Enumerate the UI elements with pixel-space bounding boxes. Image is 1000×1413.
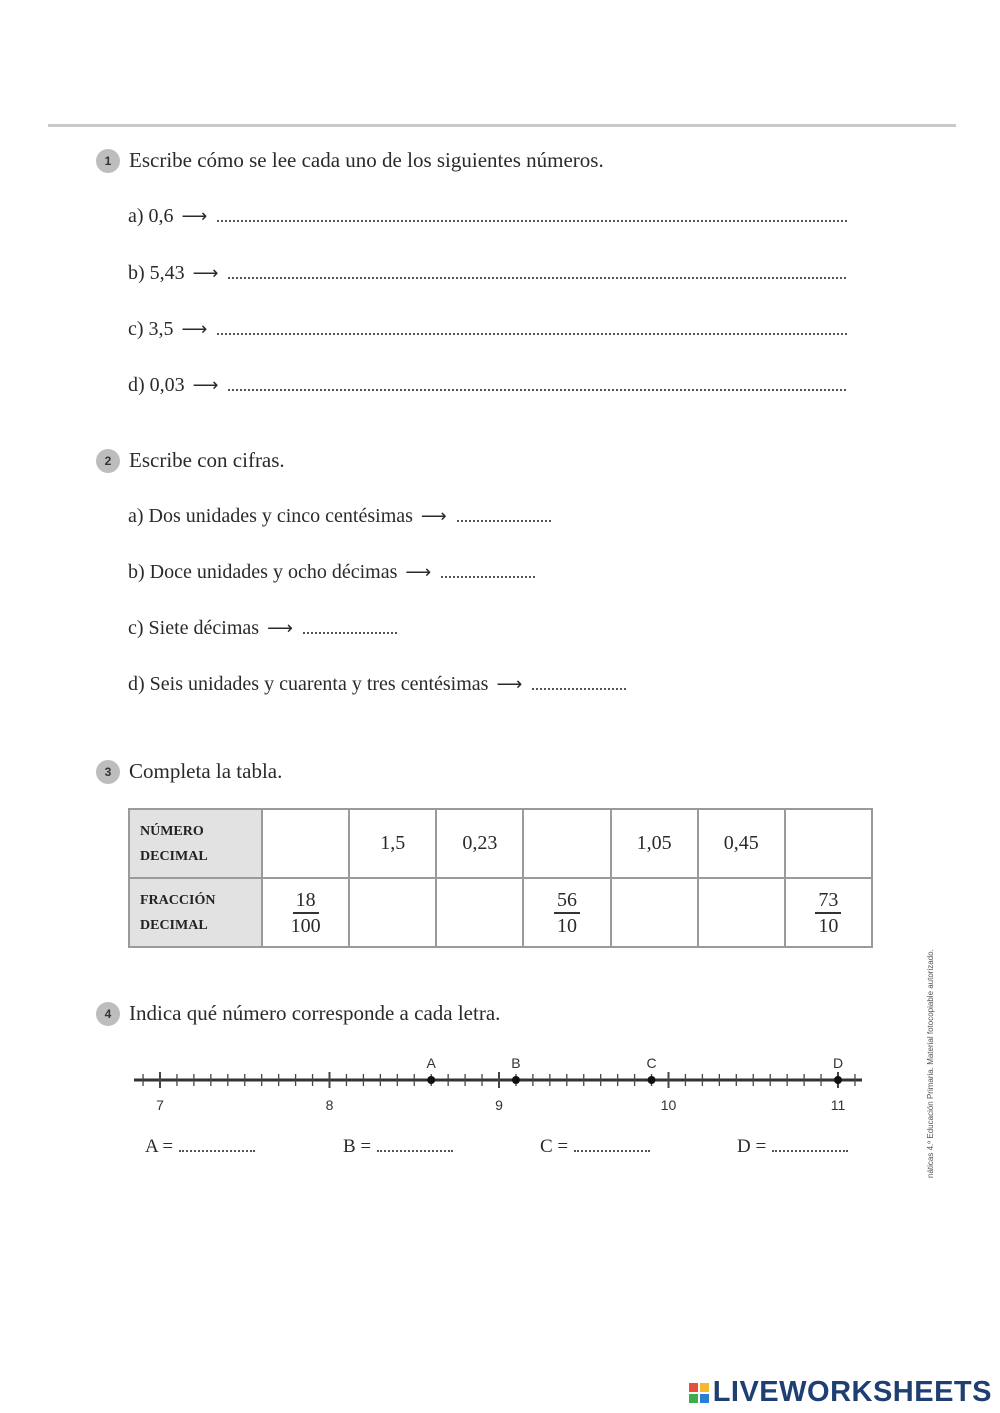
- ex1-item-b: [128, 262, 846, 285]
- exercise-2-title: [96, 448, 285, 473]
- answer-d-blank[interactable]: [772, 1136, 848, 1152]
- decimal-cell-6: 0,45: [698, 809, 785, 878]
- arrow-right-icon: ⟶: [420, 506, 447, 527]
- ex2-answer-d[interactable]: [532, 674, 626, 690]
- fraction-cell-5[interactable]: [611, 878, 698, 947]
- point-c-label: C: [646, 1055, 657, 1071]
- arrow-right-icon: ⟶: [192, 263, 219, 284]
- answer-a: [145, 1136, 255, 1158]
- arrow-right-icon: ⟶: [496, 674, 523, 695]
- arrow-right-icon: ⟶: [181, 206, 208, 227]
- exercise-1-text: Escribe cómo se lee cada uno de los siguientes números.: [129, 148, 604, 172]
- fraction-cell-1: [262, 878, 349, 947]
- exercise-4-title: [96, 1001, 500, 1026]
- fraction-cell-4: [523, 878, 610, 947]
- top-rule: [48, 124, 956, 127]
- fraction: [815, 888, 841, 938]
- ex2-answer-b[interactable]: [441, 562, 535, 578]
- answer-c-label: C =: [540, 1136, 569, 1157]
- arrow-right-icon: ⟶: [181, 319, 208, 340]
- tick-label: 10: [660, 1097, 677, 1113]
- ex2-item-b: [128, 561, 535, 584]
- tick-label: 9: [495, 1097, 503, 1113]
- ex1-item-d: [128, 374, 846, 397]
- logo-square: [700, 1394, 709, 1403]
- exercise-3-number: 3: [96, 760, 120, 784]
- ex1-item-d-label: d) 0,03: [128, 374, 185, 396]
- exercise-4-number: 4: [96, 1002, 120, 1026]
- ex1-item-c: [128, 318, 847, 341]
- copyright-note: náticas 4.º Educación Primaria. Material fotocopiable autorizado.: [926, 949, 935, 1178]
- fraction-cell-7: [785, 878, 872, 947]
- ex2-answer-c[interactable]: [303, 618, 397, 634]
- answer-b-label: B =: [343, 1136, 372, 1157]
- ex2-item-d-label: d) Seis unidades y cuarenta y tres centésimas: [128, 673, 489, 695]
- decimal-cell-4[interactable]: [523, 809, 610, 878]
- point-b-label: B: [511, 1055, 521, 1071]
- point-a-label: A: [426, 1055, 436, 1071]
- ex2-item-b-label: b) Doce unidades y ocho décimas: [128, 561, 398, 583]
- fraction-numerator: 56: [554, 888, 580, 914]
- ex1-item-a: [128, 205, 847, 228]
- fraction-cell-6[interactable]: [698, 878, 785, 947]
- liveworksheets-icon: [689, 1383, 709, 1403]
- fraction-denominator: 100: [290, 914, 321, 937]
- decimal-table: [128, 808, 873, 948]
- table-row-fraction: [129, 878, 872, 947]
- row-header-decimal: [129, 809, 262, 878]
- answer-a-blank[interactable]: [179, 1136, 255, 1152]
- decimal-cell-1[interactable]: [262, 809, 349, 878]
- exercise-2-text: Escribe con cifras.: [129, 448, 285, 472]
- ex2-item-c-label: c) Siete décimas: [128, 617, 260, 639]
- ex2-item-c: [128, 617, 397, 640]
- ex2-item-a-label: a) Dos unidades y cinco centésimas: [128, 505, 413, 527]
- exercise-1-title: [96, 148, 604, 173]
- ex2-item-d: [128, 673, 626, 696]
- exercise-4-text: Indica qué número corresponde a cada letra.: [129, 1001, 501, 1025]
- fraction-denominator: 10: [818, 914, 839, 937]
- row-header-line: DECIMAL: [140, 917, 208, 933]
- row-header-line: FRACCIÓN: [140, 892, 216, 908]
- decimal-cell-3: 0,23: [436, 809, 523, 878]
- ex1-item-b-label: b) 5,43: [128, 262, 185, 284]
- ex1-item-a-label: a) 0,6: [128, 205, 174, 227]
- answer-a-label: A =: [145, 1136, 174, 1157]
- fraction-numerator: 73: [815, 888, 841, 914]
- answer-c-blank[interactable]: [574, 1136, 650, 1152]
- decimal-cell-2: 1,5: [349, 809, 436, 878]
- decimal-cell-7[interactable]: [785, 809, 872, 878]
- ex1-answer-d[interactable]: [228, 375, 846, 391]
- ex2-answer-a[interactable]: [457, 506, 551, 522]
- exercise-3-title: [96, 759, 282, 784]
- fraction: [288, 888, 324, 938]
- exercise-2-number: 2: [96, 449, 120, 473]
- ex1-answer-a[interactable]: [217, 206, 847, 222]
- point-a-marker: [427, 1076, 435, 1084]
- ex1-item-c-label: c) 3,5: [128, 318, 174, 340]
- tick-label: 7: [156, 1097, 164, 1113]
- point-c-marker: [648, 1076, 656, 1084]
- tick-label: 11: [830, 1097, 846, 1113]
- point-d-label: D: [832, 1055, 844, 1071]
- answer-d-label: D =: [737, 1136, 767, 1157]
- liveworksheets-brand: LIVEWORKSHEETS: [712, 1376, 992, 1408]
- arrow-right-icon: ⟶: [192, 375, 219, 396]
- fraction-cell-3[interactable]: [436, 878, 523, 947]
- row-header-fraction: [129, 878, 262, 947]
- point-b-marker: [512, 1076, 520, 1084]
- fraction: [554, 888, 580, 938]
- logo-square: [689, 1383, 698, 1392]
- fraction-cell-2[interactable]: [349, 878, 436, 947]
- answer-d: [737, 1136, 848, 1158]
- logo-square: [689, 1394, 698, 1403]
- row-header-line: NÚMERO: [140, 823, 204, 839]
- answer-b: [343, 1136, 453, 1158]
- arrow-right-icon: ⟶: [267, 618, 293, 639]
- ex1-answer-b[interactable]: [228, 263, 846, 279]
- ex2-item-a: [128, 505, 551, 528]
- exercise-3-text: Completa la tabla.: [129, 759, 283, 783]
- point-d-marker: [834, 1076, 842, 1084]
- table-row-decimal: [129, 809, 872, 878]
- answer-b-blank[interactable]: [377, 1136, 453, 1152]
- arrow-right-icon: ⟶: [405, 562, 432, 583]
- logo-square: [700, 1383, 709, 1392]
- fraction-numerator: 18: [293, 888, 319, 914]
- answer-c: [540, 1136, 650, 1158]
- number-line: [128, 1046, 873, 1116]
- exercise-1-number: 1: [96, 149, 120, 173]
- decimal-cell-5: 1,05: [611, 809, 698, 878]
- ex1-answer-c[interactable]: [217, 319, 847, 335]
- row-header-line: DECIMAL: [140, 848, 208, 864]
- fraction-denominator: 10: [556, 914, 577, 937]
- tick-label: 8: [325, 1097, 334, 1113]
- liveworksheets-logo[interactable]: [689, 1376, 992, 1409]
